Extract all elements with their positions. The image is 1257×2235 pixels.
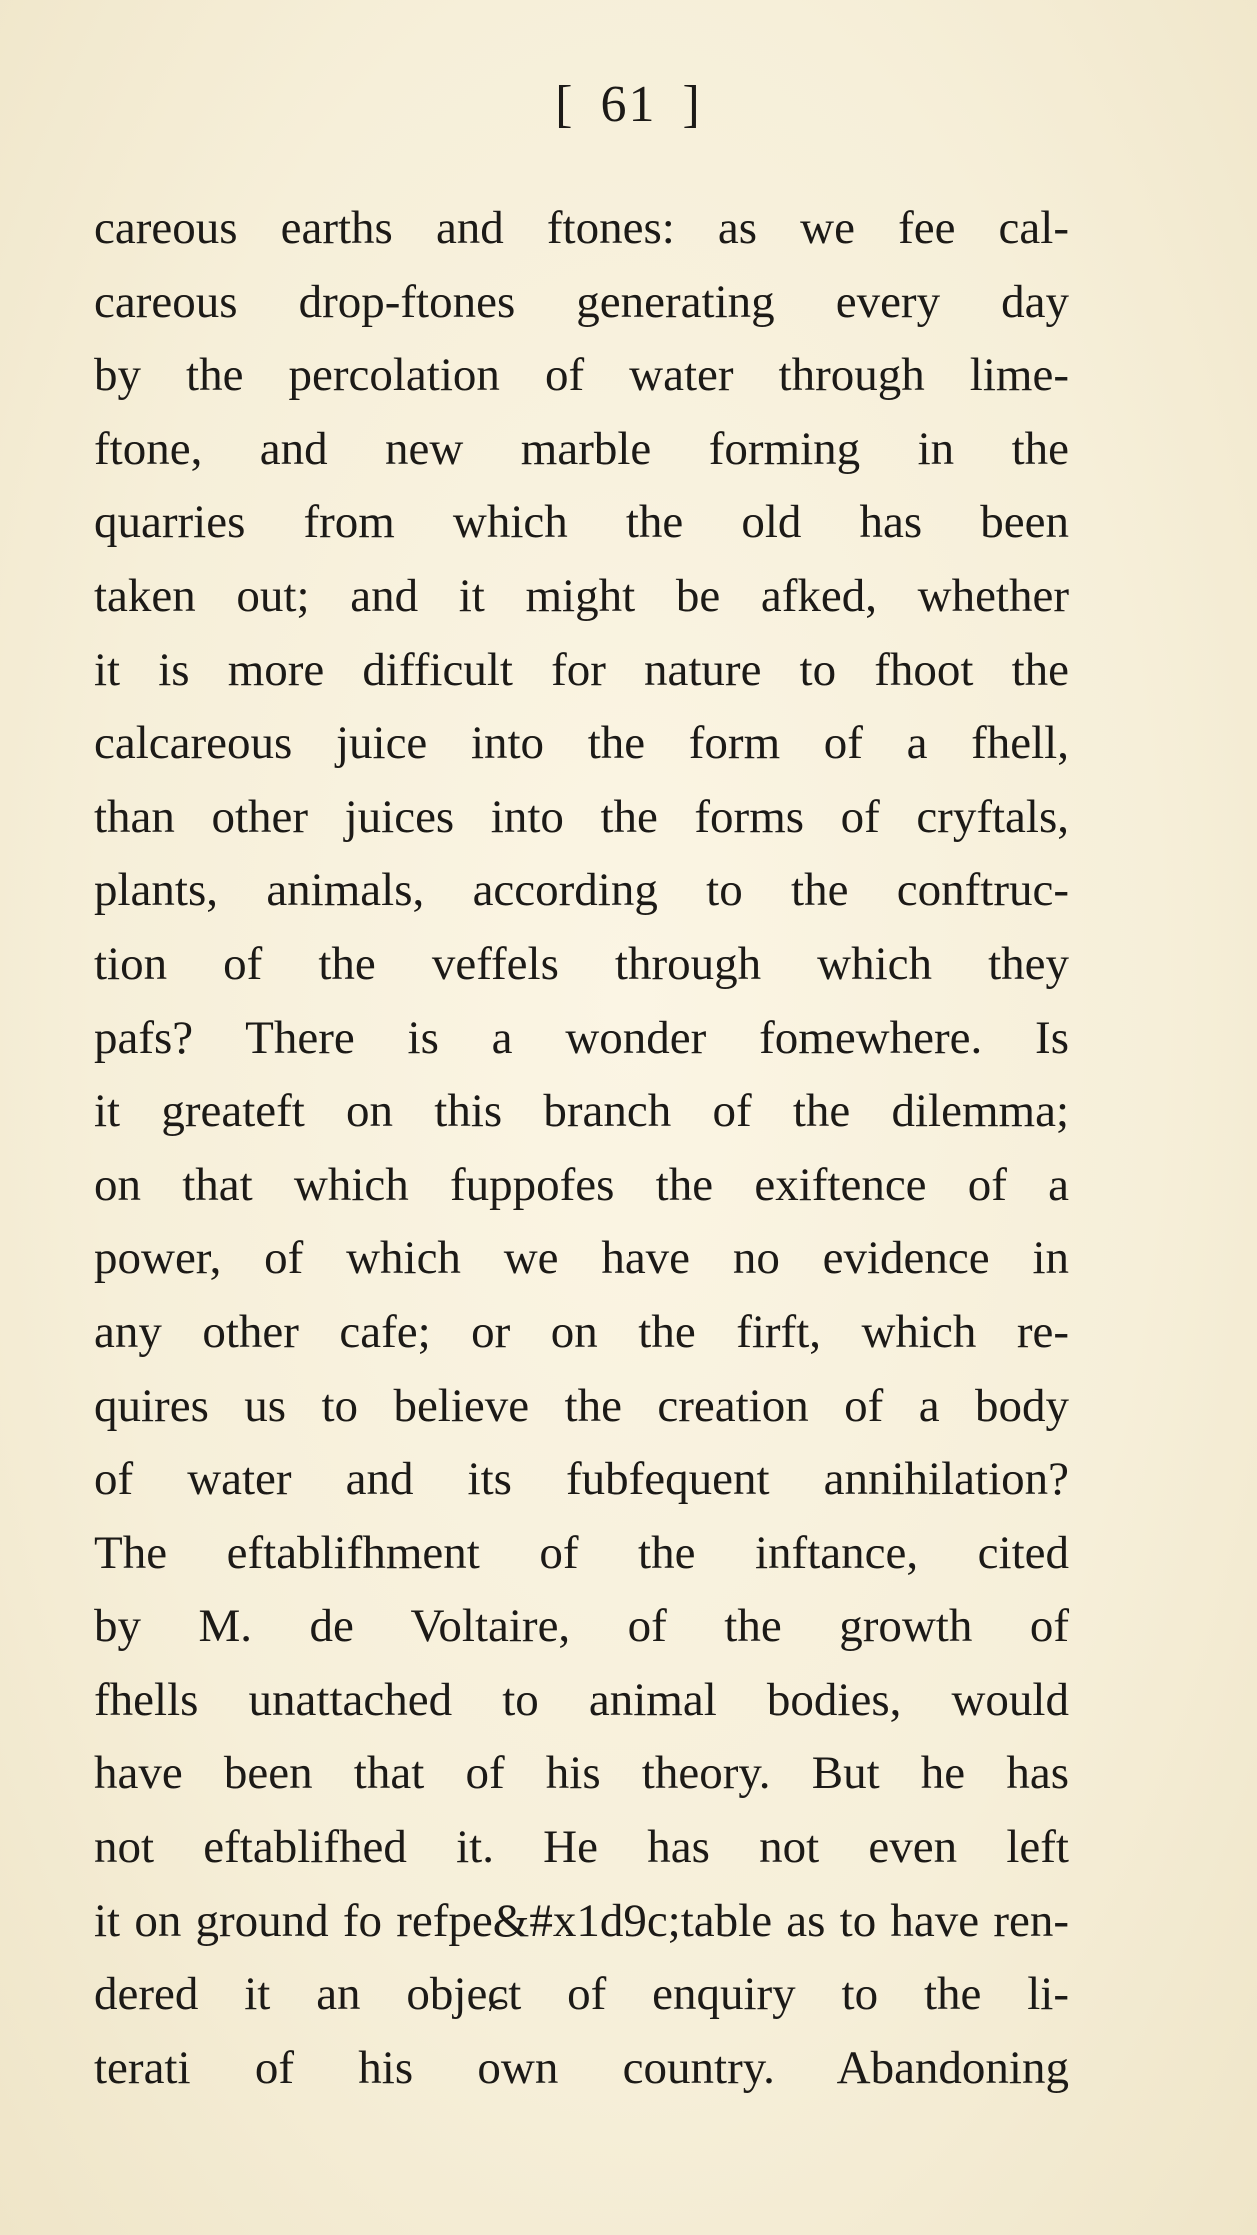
text-line: it is more difficult for nature to fhoot the (94, 643, 1069, 696)
text-line: terati of his own country. Abandoning (94, 2041, 1069, 2094)
text-line: quarries from which the old has been (94, 496, 1069, 549)
text-line: ftone, and new marble forming in the (94, 422, 1069, 475)
text-line: plants, animals, according to the conftruc- (94, 864, 1069, 917)
text-line: The eftablifhment of the inftance, cited (94, 1526, 1069, 1579)
text-line: dered it an objeɕt of enquiry to the li- (94, 1968, 1069, 2021)
text-line: calcareous juice into the form of a fhell, (94, 717, 1069, 770)
text-line: careous earths and ftones: as we fee cal- (94, 202, 1069, 254)
text-line: quires us to believe the creation of a body (94, 1379, 1069, 1432)
text-line: fhells unattached to animal bodies, would (94, 1673, 1069, 1726)
text-line: on that which fuppofes the exiftence of a (94, 1158, 1069, 1211)
text-line: of water and its fubfequent annihilation? (94, 1453, 1069, 1506)
text-line: not eftablifhed it. He has not even left (94, 1821, 1069, 1874)
text-line: any other cafe; or on the firft, which re- (94, 1305, 1069, 1358)
text-line: have been that of his theory. But he has (94, 1747, 1069, 1800)
text-line: it on ground fo refpe&#x1d9c;table as to have ren- (94, 1894, 1069, 1947)
text-line: pafs? There is a wonder fomewhere. Is (94, 1011, 1069, 1064)
body-text (94, 192, 1069, 2105)
close-bracket: ] (682, 76, 702, 133)
text-line: power, of which we have no evidence in (94, 1232, 1069, 1285)
text-line: than other juices into the forms of cryftals, (94, 790, 1069, 843)
text-line: careous drop-ftones generating every day (94, 275, 1069, 328)
text-line: it greateft on this branch of the dilemma; (94, 1085, 1069, 1138)
open-bracket: [ (555, 76, 575, 133)
text-line: by M. de Voltaire, of the growth of (94, 1600, 1069, 1653)
text-line: tion of the veffels through which they (94, 937, 1069, 990)
page-number-header (0, 75, 1257, 134)
text-line: by the percolation of water through lime- (94, 349, 1069, 402)
text-line: taken out; and it might be afked, whether (94, 569, 1069, 622)
page-number: 61 (600, 76, 657, 133)
